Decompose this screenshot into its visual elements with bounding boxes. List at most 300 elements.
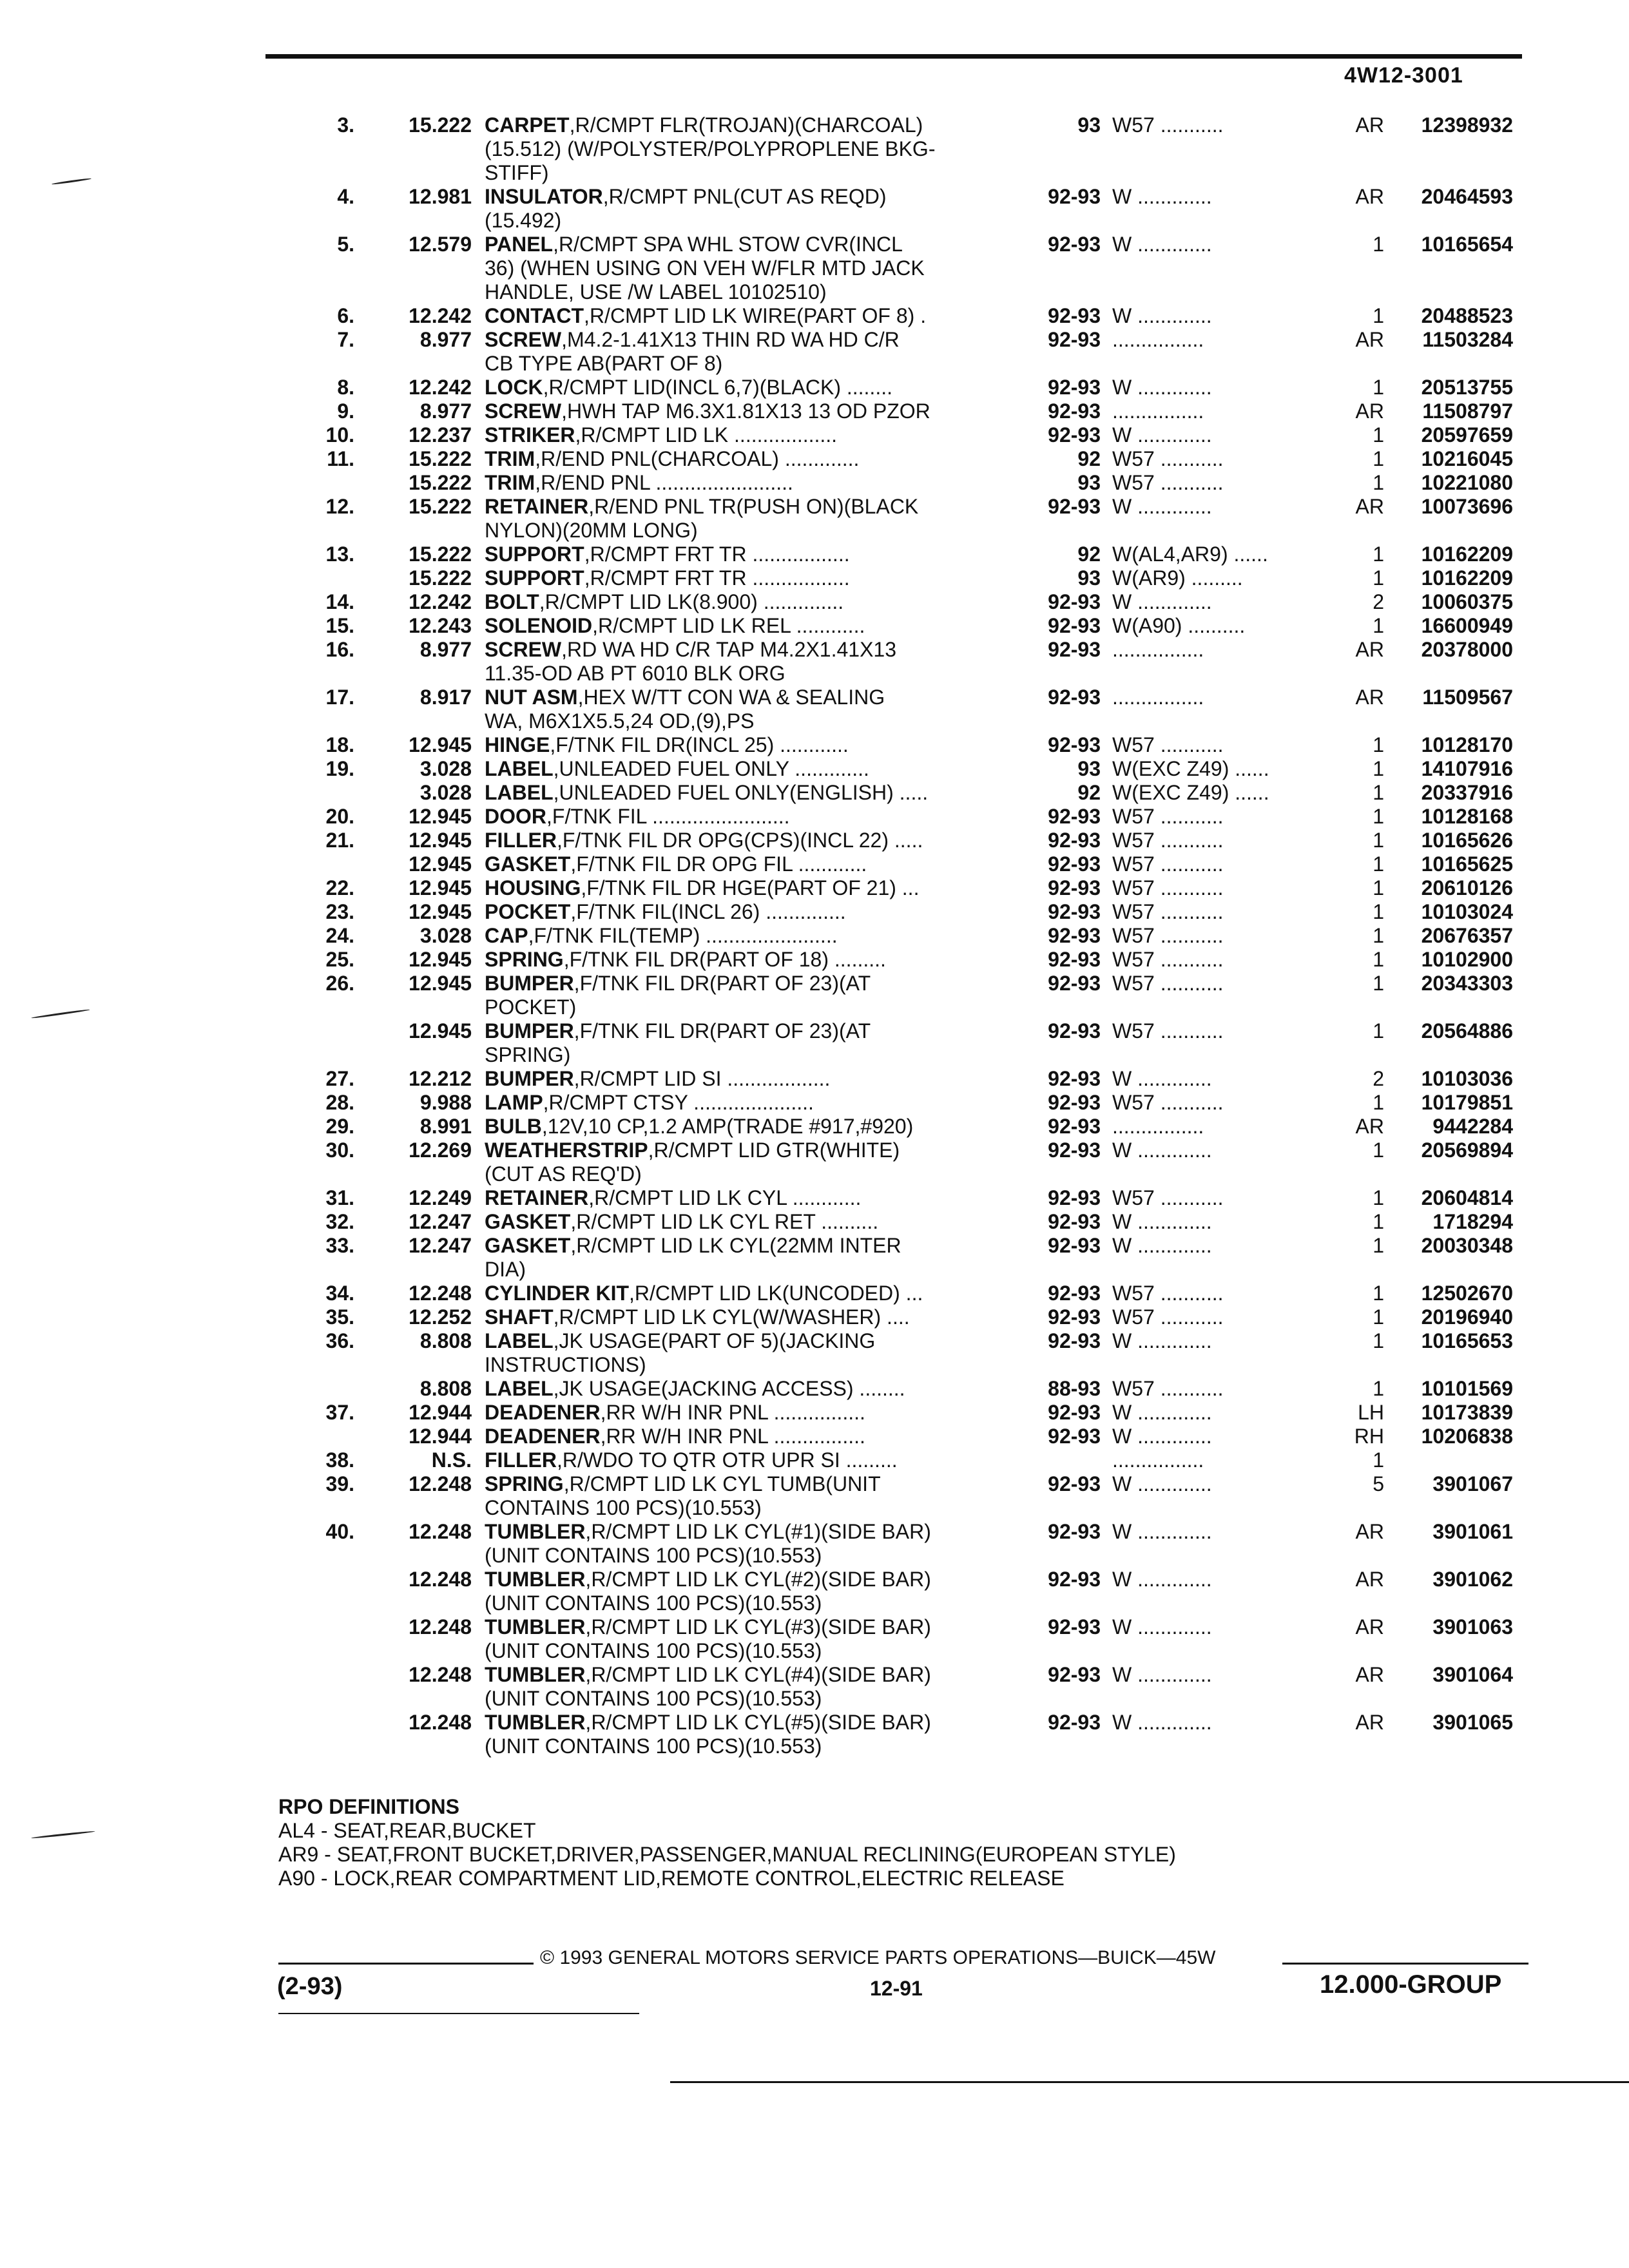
part-number: 12398932 [1421,113,1513,137]
group-number: 12.247 [409,1210,472,1233]
part-description [485,1329,1013,1377]
part-name: GASKET [485,1210,571,1233]
usage-option: W57 ........... [1112,1091,1224,1114]
model-years: 92-93 [1048,1067,1101,1090]
part-detail: ,R/CMPT LID LK CYL ............ [588,1186,862,1209]
quantity: 1 [1373,733,1384,756]
part-detail: ,RR W/H INR PNL ................ [600,1425,865,1448]
usage-option: W57 ........... [1112,471,1224,494]
part-description [485,1520,1013,1568]
group-number: 12.269 [409,1139,472,1162]
group-number: 15.222 [409,543,472,566]
quantity: 1 [1373,1019,1384,1043]
part-name: FILLER [485,1448,557,1472]
parts-row [0,900,1629,924]
quantity: AR [1355,328,1384,351]
part-detail: ,JK USAGE(PART OF 5)(JACKING INSTRUCTIONS) [485,1329,876,1376]
usage-option: W ............. [1112,1329,1212,1352]
part-number: 16600949 [1421,614,1513,637]
part-number: 20378000 [1421,638,1513,661]
part-detail: ,R/CMPT LID(INCL 6,7)(BLACK) ........ [543,376,892,399]
part-detail: ,12V,10 CP,1.2 AMP(TRADE #917,#920) [541,1115,914,1138]
ref-number: 16. [325,638,354,661]
usage-option: W57 ........... [1112,1282,1224,1305]
part-name: GASKET [485,852,571,876]
model-years: 92-93 [1048,924,1101,947]
part-description [485,1019,1013,1067]
part-detail: ,R/CMPT LID LK CYL(#5)(SIDE BAR) (UNIT CONTAINS 100 PCS)(10.553) [485,1711,931,1758]
quantity: 1 [1373,1305,1384,1329]
model-years: 92-93 [1048,1139,1101,1162]
group-number: 12.945 [409,972,472,995]
part-number: 20196940 [1421,1305,1513,1329]
quantity: AR [1355,495,1384,518]
part-description [485,113,1013,185]
quantity: 1 [1373,829,1384,852]
rpo-definitions [278,1795,1176,1890]
part-detail: ,R/CMPT LID LK .................. [575,423,838,447]
quantity: 2 [1373,1067,1384,1090]
part-description [485,852,1013,876]
parts-row [0,1425,1629,1448]
ref-number: 12. [325,495,354,518]
part-description [485,1067,1013,1091]
group-number: 12.248 [409,1472,472,1495]
quantity: 1 [1373,852,1384,876]
usage-option: W ............. [1112,495,1212,518]
part-description [485,447,1013,471]
model-years: 92-93 [1048,304,1101,327]
usage-option: W57 ........... [1112,1305,1224,1329]
part-detail: ,RD WA HD C/R TAP M4.2X1.41X13 11.35-OD AB PT 6010 BLK ORG [485,638,896,685]
model-years: 92-93 [1048,1663,1101,1686]
part-detail: ,R/END PNL TR(PUSH ON)(BLACK NYLON)(20MM LONG) [485,495,919,542]
quantity: AR [1355,686,1384,709]
model-years: 92-93 [1048,805,1101,828]
ref-number: 19. [325,757,354,780]
ref-number: 31. [325,1186,354,1209]
part-name: FILLER [485,829,557,852]
group-number: 12.248 [409,1520,472,1543]
part-detail: ,F/TNK FIL DR OPG(CPS)(INCL 22) ..... [556,829,923,852]
parts-row [0,447,1629,471]
quantity: 1 [1373,972,1384,995]
model-years: 92-93 [1048,1615,1101,1639]
model-years: 92-93 [1048,638,1101,661]
part-description [485,972,1013,1019]
part-detail: ,M4.2-1.41X13 THIN RD WA HD C/R CB TYPE AB(PART OF 8) [485,328,900,375]
parts-row [0,1711,1629,1758]
rpo-title: RPO DEFINITIONS [278,1795,459,1818]
part-description [485,233,1013,304]
usage-option: W ............. [1112,1520,1212,1543]
group-number: 12.242 [409,590,472,613]
usage-option: W ............. [1112,1663,1212,1686]
part-name: RETAINER [485,495,589,518]
group-number: 12.248 [409,1282,472,1305]
group-number: 12.945 [409,876,472,899]
group-number: 12.248 [409,1711,472,1734]
quantity: 1 [1373,948,1384,971]
part-number: 12502670 [1421,1282,1513,1305]
quantity: 1 [1373,924,1384,947]
part-detail: ,R/CMPT LID LK(UNCODED) ... [629,1282,923,1305]
group-number: 8.917 [419,686,472,709]
ref-number: 28. [325,1091,354,1114]
model-years: 92 [1077,781,1101,804]
usage-option: W(EXC Z49) ...... [1112,781,1269,804]
part-number: 10103024 [1421,900,1513,923]
part-detail: ,F/TNK FIL(TEMP) ....................... [528,924,838,947]
quantity: 1 [1373,1139,1384,1162]
quantity: 1 [1373,1329,1384,1352]
part-detail: ,F/TNK FIL DR(PART OF 23)(AT POCKET) [485,972,871,1019]
parts-row [0,185,1629,233]
model-years: 92-93 [1048,1472,1101,1495]
usage-option: W57 ........... [1112,876,1224,899]
part-name: TUMBLER [485,1568,586,1591]
parts-row [0,1377,1629,1401]
part-detail: ,R/CMPT LID LK CYL(W/WASHER) .... [553,1305,910,1329]
quantity: AR [1355,399,1384,423]
part-detail: ,R/CMPT LID LK WIRE(PART OF 8) . [584,304,927,327]
part-number: 20513755 [1421,376,1513,399]
part-detail: ,HWH TAP M6.3X1.81X13 13 OD PZOR [561,399,930,423]
part-name: TRIM [485,471,535,494]
part-description [485,686,1013,733]
part-description [485,829,1013,852]
quantity: AR [1355,1663,1384,1686]
model-years: 92-93 [1048,829,1101,852]
part-name: SCREW [485,399,562,423]
part-name: SPRING [485,1472,564,1495]
model-years: 92-93 [1048,1329,1101,1352]
model-years: 92-93 [1048,1091,1101,1114]
part-name: TUMBLER [485,1711,586,1734]
part-number: 20030348 [1421,1234,1513,1257]
group-number: 12.945 [409,733,472,756]
usage-option: W57 ........... [1112,829,1224,852]
part-name: BUMPER [485,1067,574,1090]
part-description [485,423,1013,447]
group-number: 12.944 [409,1401,472,1424]
parts-row [0,1305,1629,1329]
model-years: 92-93 [1048,614,1101,637]
parts-row [0,423,1629,447]
parts-row [0,1210,1629,1234]
ref-number: 17. [325,686,354,709]
part-detail: ,RR W/H INR PNL ................ [600,1401,865,1424]
part-detail: ,R/CMPT LID LK CYL(22MM INTER DIA) [485,1234,901,1281]
quantity: 1 [1373,805,1384,828]
parts-row [0,614,1629,638]
model-years: 92-93 [1048,1282,1101,1305]
part-number: 20610126 [1421,876,1513,899]
part-number: 20569894 [1421,1139,1513,1162]
part-name: WEATHERSTRIP [485,1139,648,1162]
model-years: 92-93 [1048,399,1101,423]
parts-row [0,566,1629,590]
usage-option: W57 ........... [1112,1019,1224,1043]
parts-row [0,1568,1629,1615]
usage-option: W57 ........... [1112,900,1224,923]
group-number: 12.248 [409,1663,472,1686]
usage-option: W57 ........... [1112,805,1224,828]
ref-number: 9. [337,399,354,423]
parts-row [0,590,1629,614]
parts-row [0,304,1629,328]
ref-number: 5. [337,233,354,256]
part-name: SCREW [485,638,562,661]
part-name: SUPPORT [485,543,584,566]
part-name: CYLINDER KIT [485,1282,629,1305]
quantity: 1 [1373,566,1384,590]
part-number: 10101569 [1421,1377,1513,1400]
part-name: STRIKER [485,423,575,447]
parts-row [0,1329,1629,1377]
group-number: 12.237 [409,423,472,447]
part-name: HINGE [485,733,550,756]
part-number: 3901062 [1432,1568,1513,1591]
parts-row [0,805,1629,829]
part-description [485,924,1013,948]
group-number: 12.247 [409,1234,472,1257]
part-number: 20564886 [1421,1019,1513,1043]
model-years: 92 [1077,447,1101,470]
parts-row [0,686,1629,733]
part-description [485,1186,1013,1210]
part-detail: ,R/CMPT SPA WHL STOW CVR(INCL 36) (WHEN USING ON VEH W/FLR MTD JACK HANDLE, USE /W LABEL 10102510) [485,233,925,303]
part-description [485,614,1013,638]
part-number: 3901064 [1432,1663,1513,1686]
parts-row [0,1139,1629,1186]
model-years: 93 [1077,566,1101,590]
part-number: 11509567 [1422,686,1513,709]
part-detail: ,UNLEADED FUEL ONLY(ENGLISH) ..... [553,781,929,804]
quantity: LH [1358,1401,1384,1424]
group-number: 12.945 [409,852,472,876]
quantity: 1 [1373,543,1384,566]
usage-option: W57 ........... [1112,852,1224,876]
model-years: 93 [1077,471,1101,494]
quantity: AR [1355,1568,1384,1591]
usage-option: W ............. [1112,1234,1212,1257]
part-number: 11508797 [1422,399,1513,423]
part-number: 20597659 [1421,423,1513,447]
usage-option: W57 ........... [1112,113,1224,137]
part-description [485,543,1013,566]
part-number: 10216045 [1421,447,1513,470]
ref-number: 35. [325,1305,354,1329]
model-years: 92-93 [1048,972,1101,995]
model-years: 92-93 [1048,328,1101,351]
parts-row [0,376,1629,399]
part-name: GASKET [485,1234,571,1257]
parts-row [0,1448,1629,1472]
group-number: 15.222 [409,113,472,137]
ref-number: 4. [337,185,354,208]
quantity: 1 [1373,1091,1384,1114]
ref-number: 8. [337,376,354,399]
group-number: 12.945 [409,948,472,971]
margin-mark [31,1831,95,1839]
part-detail: ,R/CMPT LID LK CYL(#1)(SIDE BAR) (UNIT CONTAINS 100 PCS)(10.553) [485,1520,931,1567]
part-description [485,757,1013,781]
part-name: BOLT [485,590,539,613]
part-number: 20604814 [1421,1186,1513,1209]
part-detail: ,F/TNK FIL ........................ [546,805,790,828]
model-years: 92-93 [1048,423,1101,447]
model-years: 93 [1077,757,1101,780]
quantity: 1 [1373,471,1384,494]
part-number: 10179851 [1421,1091,1513,1114]
part-description [485,1401,1013,1425]
quantity: 1 [1373,1448,1384,1472]
part-number: 11503284 [1422,328,1513,351]
part-number: 20488523 [1421,304,1513,327]
part-detail: ,F/TNK FIL DR(PART OF 18) ......... [563,948,886,971]
ref-number: 11. [327,447,354,470]
part-description [485,1448,1013,1472]
footer-rule-right [1282,1963,1528,1965]
part-detail: ,R/END PNL ........................ [535,471,793,494]
part-name: SCREW [485,328,562,351]
group-number: 12.579 [409,233,472,256]
usage-option: W ............. [1112,1568,1212,1591]
model-years: 92-93 [1048,1520,1101,1543]
part-detail: ,UNLEADED FUEL ONLY ............. [553,757,869,780]
part-number: 10128170 [1421,733,1513,756]
parts-row [0,399,1629,423]
usage-option: W(EXC Z49) ...... [1112,757,1269,780]
part-name: POCKET [485,900,571,923]
part-number: 10221080 [1421,471,1513,494]
ref-number: 22. [325,876,354,899]
group-number: 12.248 [409,1568,472,1591]
parts-row [0,328,1629,376]
group-number: 8.991 [419,1115,472,1138]
parts-row [0,781,1629,805]
group-number: 9.988 [419,1091,472,1114]
part-description [485,1282,1013,1305]
usage-option: W57 ........... [1112,948,1224,971]
ref-number: 27. [325,1067,354,1090]
usage-option: ................ [1112,328,1204,351]
part-description [485,1091,1013,1115]
usage-option: W ............. [1112,423,1212,447]
part-description [485,566,1013,590]
model-years: 92-93 [1048,495,1101,518]
ref-number: 24. [325,924,354,947]
parts-row [0,1234,1629,1282]
part-name: SPRING [485,948,564,971]
part-detail: ,R/CMPT LID GTR(WHITE) (CUT AS REQ'D) [485,1139,900,1186]
part-description [485,1425,1013,1448]
group-number: 12.945 [409,829,472,852]
model-years: 92-93 [1048,376,1101,399]
parts-row [0,852,1629,876]
part-name: LABEL [485,1377,554,1400]
quantity: 1 [1373,376,1384,399]
part-description [485,948,1013,972]
part-description [485,1615,1013,1663]
part-number: 10165654 [1421,233,1513,256]
part-detail: ,R/WDO TO QTR OTR UPR SI ......... [556,1448,898,1472]
parts-row [0,543,1629,566]
quantity: 1 [1373,1210,1384,1233]
quantity: RH [1354,1425,1384,1448]
part-description [485,781,1013,805]
group-number: 12.945 [409,805,472,828]
parts-row [0,113,1629,185]
part-number: 10173839 [1421,1401,1513,1424]
quantity: 1 [1373,757,1384,780]
parts-row [0,876,1629,900]
ref-number: 14. [325,590,354,613]
part-description [485,733,1013,757]
parts-row [0,924,1629,948]
part-name: LOCK [485,376,543,399]
ref-number: 21. [325,829,354,852]
part-number: 10206838 [1421,1425,1513,1448]
part-name: RETAINER [485,1186,589,1209]
part-name: DEADENER [485,1401,601,1424]
usage-option: W ............. [1112,233,1212,256]
ref-number: 20. [325,805,354,828]
group-number: 12.944 [409,1425,472,1448]
usage-option: W57 ........... [1112,1186,1224,1209]
part-description [485,1377,1013,1401]
model-years: 92-93 [1048,686,1101,709]
part-name: BULB [485,1115,542,1138]
part-description [485,590,1013,614]
usage-option: W(A90) .......... [1112,614,1246,637]
usage-option: W57 ........... [1112,972,1224,995]
parts-row [0,829,1629,852]
quantity: AR [1355,113,1384,137]
parts-row [0,1520,1629,1568]
usage-option: W ............. [1112,185,1212,208]
quantity: 1 [1373,614,1384,637]
group-number: 12.248 [409,1615,472,1639]
ref-number: 32. [325,1210,354,1233]
part-detail: ,R/CMPT FRT TR ................. [584,543,850,566]
part-description [485,185,1013,233]
part-description [485,1663,1013,1711]
group-number: 12.252 [409,1305,472,1329]
group-number: 8.977 [419,638,472,661]
part-description [485,1568,1013,1615]
usage-option: ................ [1112,686,1204,709]
group-number: 12.945 [409,1019,472,1043]
usage-option: W57 ........... [1112,1377,1224,1400]
part-name: SOLENOID [485,614,593,637]
part-detail: ,F/TNK FIL DR(INCL 25) ............ [550,733,849,756]
group-number: N.S. [431,1448,472,1472]
model-years: 92-93 [1048,1425,1101,1448]
quantity: 1 [1373,781,1384,804]
ref-number: 34. [325,1282,354,1305]
ref-number: 40. [325,1520,354,1543]
parts-row [0,495,1629,543]
quantity: AR [1355,638,1384,661]
part-detail: ,F/TNK FIL(INCL 26) .............. [570,900,846,923]
parts-row [0,757,1629,781]
date-code: (2-93) [277,1973,343,2000]
parts-row [0,1019,1629,1067]
usage-option: W57 ........... [1112,733,1224,756]
quantity: 1 [1373,900,1384,923]
